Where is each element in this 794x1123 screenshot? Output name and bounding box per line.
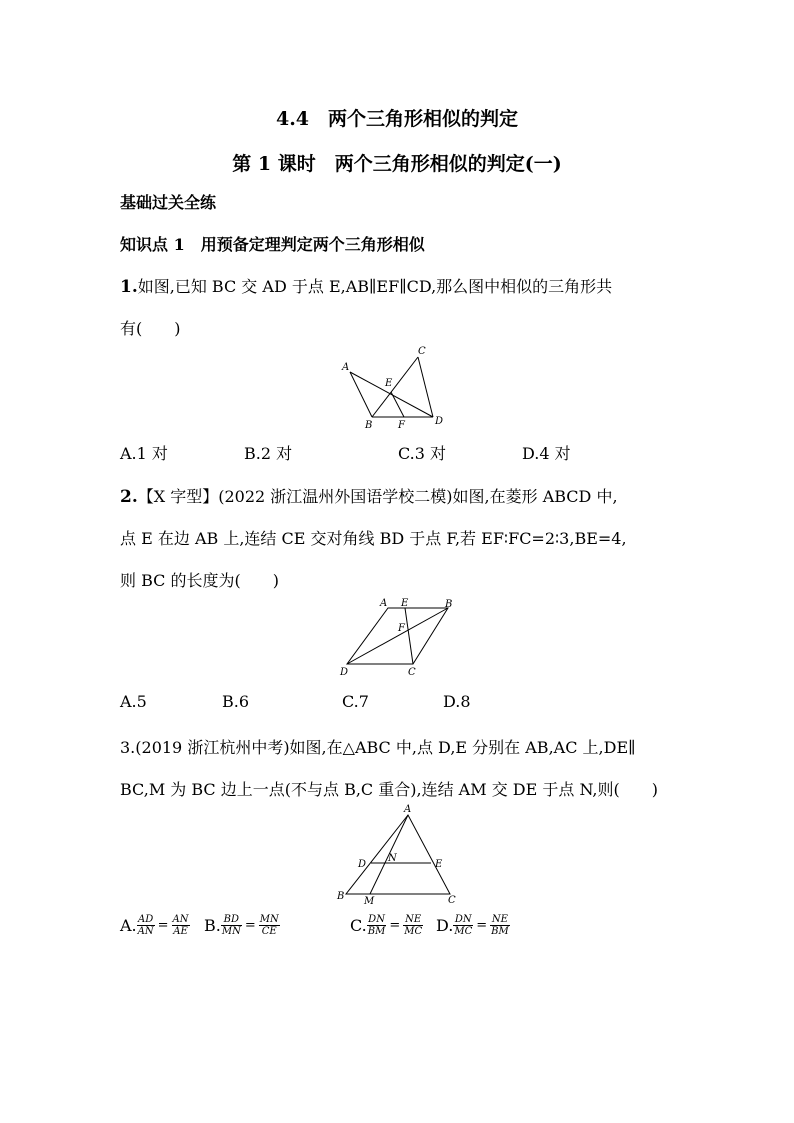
equals-sign: = (389, 918, 401, 933)
equals-sign: = (244, 918, 256, 933)
q3-line2: BC,M 为 BC 边上一点(不与点 B,C 重合),连结 AM 交 DE 于点 N,则( ) (120, 780, 659, 799)
q3-triangle (346, 815, 450, 894)
q3-option-d-letter: D. (436, 916, 454, 935)
section-basic: 基础过关全练 (120, 193, 217, 212)
q2-option-a[interactable]: A.5 (120, 692, 147, 711)
q2-line1 (120, 484, 618, 507)
denominator: AE (173, 926, 188, 937)
q3-option-b-right-fraction (259, 914, 280, 937)
q1-label-e: E (385, 378, 393, 389)
denominator: MC (454, 926, 473, 937)
numerator: AD (138, 914, 154, 925)
q2-text-1: 【X 字型】(2022 浙江温州外国语学校二模)如图,在菱形 ABCD 中, (137, 487, 618, 506)
q2-label-b: B (445, 599, 453, 610)
q3-option-c-letter: C. (350, 916, 367, 935)
page-title: 4.4 两个三角形相似的判定 (275, 108, 519, 130)
q2-number: 2. (120, 487, 138, 507)
q1-label-b: B (365, 420, 373, 430)
q3-option-b-left-fraction (221, 914, 242, 937)
q2-label-d: D (340, 667, 349, 678)
q3-label-m: M (364, 896, 375, 905)
q1-seg-cd (418, 357, 433, 417)
q2-option-b[interactable]: B.6 (222, 692, 250, 711)
q3-label-d: D (358, 859, 367, 870)
denominator: BM (367, 926, 386, 937)
denominator: MC (404, 926, 423, 937)
q3-option-c[interactable] (350, 914, 423, 937)
q1-seg-bc (372, 357, 418, 417)
q2-label-c: C (408, 667, 416, 678)
q2-label-f: F (398, 623, 405, 634)
q3-option-d-left-fraction (453, 914, 473, 937)
q3-option-a-left-fraction (137, 914, 155, 937)
q1-label-f: F (398, 420, 405, 430)
q2-label-e: E (401, 598, 409, 609)
q1-number: 1. (120, 277, 138, 297)
q3-option-a[interactable] (120, 914, 190, 937)
lesson-title: 第 1 课时 两个三角形相似的判定(一) (232, 153, 562, 175)
q3-label-e: E (435, 859, 443, 870)
q2-option-c[interactable]: C.7 (342, 692, 369, 711)
q3-label-c: C (448, 895, 456, 905)
q1-option-b[interactable]: B.2 对 (244, 444, 293, 463)
q3-label-b: B (337, 891, 345, 902)
denominator: MN (221, 926, 241, 937)
q2-diagonal-bd (347, 608, 448, 664)
q2-figure (334, 596, 464, 682)
q1-option-a[interactable]: A.1 对 (120, 444, 168, 463)
q3-option-b-letter: B. (204, 916, 221, 935)
numerator: DN (454, 914, 472, 925)
q1-option-c[interactable]: C.3 对 (398, 444, 447, 463)
q3-option-d[interactable] (436, 914, 510, 937)
q1-line1 (120, 274, 612, 297)
q2-label-a: A (380, 598, 388, 609)
numerator: MN (259, 914, 279, 925)
q3-label-a: A (404, 804, 412, 815)
q3-option-c-right-fraction (403, 914, 423, 937)
numerator: NE (405, 914, 422, 925)
q3-option-a-right-fraction (172, 914, 190, 937)
q2-line3: 则 BC 的长度为( ) (120, 571, 279, 590)
q3-figure (334, 800, 464, 905)
q3-option-c-left-fraction (367, 914, 387, 937)
q1-line2: 有( ) (120, 319, 181, 338)
q3-option-a-letter: A. (120, 916, 137, 935)
q1-option-d[interactable]: D.4 对 (522, 444, 571, 463)
q3-line1: 3.(2019 浙江杭州中考)如图,在△ABC 中,点 D,E 分别在 AB,AC 上,DE∥ (120, 738, 636, 757)
denominator: BM (491, 926, 509, 937)
equals-sign: = (157, 918, 169, 933)
q1-seg-ab (350, 372, 372, 417)
denominator: CE (261, 926, 277, 937)
q1-label-a: A (342, 362, 350, 373)
numerator: DN (368, 914, 385, 925)
numerator: NE (491, 914, 508, 925)
section-knowledge-1: 知识点 1 用预备定理判定两个三角形相似 (120, 235, 425, 254)
q2-seg-ce (405, 608, 413, 664)
q2-line2: 点 E 在边 AB 上,连结 CE 交对角线 BD 于点 F,若 EF∶FC=2∶3,BE=4, (120, 529, 627, 548)
numerator: AN (172, 914, 189, 925)
q1-seg-ef (391, 392, 404, 417)
q3-label-n: N (388, 853, 397, 864)
q2-option-d[interactable]: D.8 (443, 692, 471, 711)
equals-sign: = (476, 918, 488, 933)
q1-label-d: D (435, 416, 444, 427)
q1-figure (334, 340, 464, 430)
q1-label-c: C (418, 346, 426, 357)
numerator: BD (221, 914, 242, 926)
denominator: AN (137, 926, 154, 937)
q3-option-b[interactable] (204, 914, 280, 937)
q3-option-d-right-fraction (490, 914, 510, 937)
q1-text-1: 如图,已知 BC 交 AD 于点 E,AB∥EF∥CD,那么图中相似的三角形共 (137, 277, 613, 296)
